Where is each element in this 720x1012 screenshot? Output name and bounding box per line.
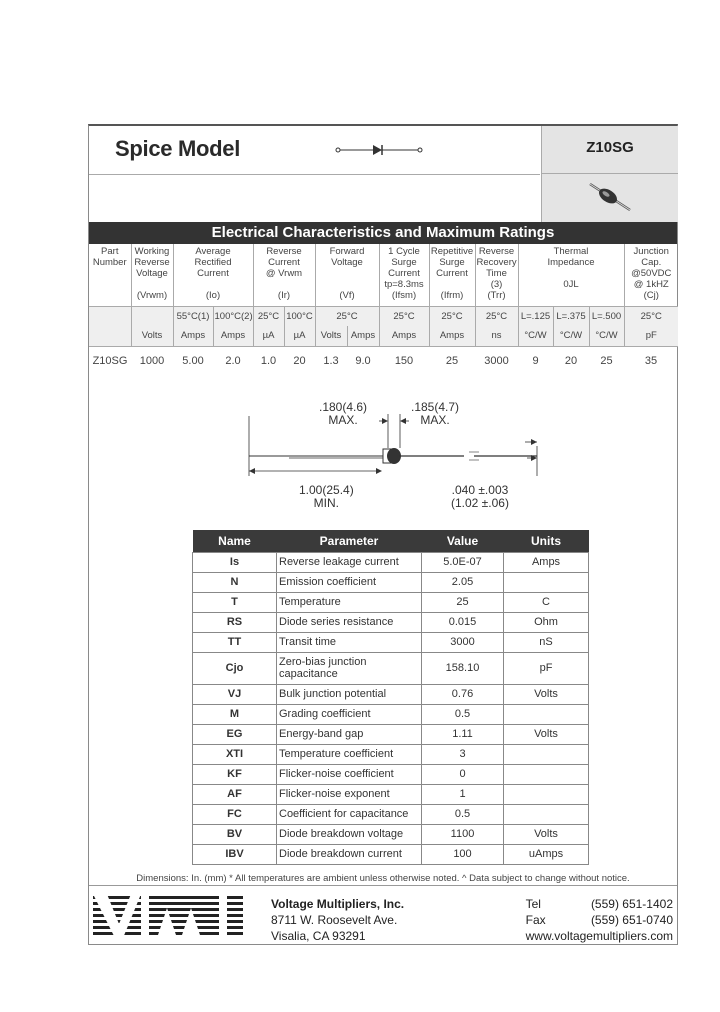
body-diameter-label: .185(4.7) MAX. (411, 400, 460, 427)
param-unit: Volts (504, 684, 589, 704)
param-unit (504, 572, 589, 592)
cell (131, 306, 173, 326)
table-row (193, 552, 589, 572)
cell: 25 (445, 354, 459, 367)
cell: 3000 (484, 354, 509, 367)
page-title: Spice Model (115, 136, 241, 161)
spice-parameters-table (192, 530, 589, 865)
table-row (193, 592, 589, 612)
cell (89, 306, 131, 326)
param-name: M (193, 704, 277, 724)
cell: µA (284, 326, 315, 346)
param-description: Zero-bias junction capacitance (277, 652, 422, 684)
cell: L=.500 (589, 306, 624, 326)
param-name: Is (193, 552, 277, 572)
param-description: Transit time (277, 632, 422, 652)
tel-number: (559) 651-1402 (590, 897, 673, 911)
street-address: 8711 W. Roosevelt Ave. (271, 913, 398, 927)
cell: Amps (173, 326, 213, 346)
param-name: RS (193, 612, 277, 632)
col-header: 1 Cycle Surge Current tp=8.3ms (Ifsm) (379, 244, 429, 306)
cell: 25°C (429, 306, 475, 326)
cell: Amps (429, 326, 475, 346)
param-description: Temperature coefficient (277, 744, 422, 764)
param-description: Emission coefficient (277, 572, 422, 592)
col-header: Reverse Current @ Vrwm (Ir) (253, 244, 315, 306)
param-name: VJ (193, 684, 277, 704)
param-value: 5.0E-07 (422, 552, 504, 572)
fax-number: (559) 651-0740 (590, 913, 673, 927)
col-header-value: Value (422, 530, 504, 552)
param-value: 0.5 (422, 704, 504, 724)
header-row (193, 530, 589, 552)
company-name: Voltage Multipliers, Inc. (271, 897, 405, 911)
param-description: Diode series resistance (277, 612, 422, 632)
param-unit: Volts (504, 824, 589, 844)
cell: Volts (131, 326, 173, 346)
fax-label: Fax (525, 913, 546, 927)
table-row (193, 824, 589, 844)
col-header: Junction Cap. @50VDC @ 1kHZ (Cj) (631, 246, 672, 301)
cell: 1.0 (260, 354, 277, 367)
param-unit: uAmps (504, 844, 589, 864)
units-row (89, 326, 678, 346)
param-name: Cjo (193, 652, 277, 684)
param-value: 0 (422, 764, 504, 784)
cell: L=.125 (518, 306, 553, 326)
cell: °C/W (518, 326, 553, 346)
param-name: TT (193, 632, 277, 652)
cell: °C/W (553, 326, 589, 346)
cell: 25 (600, 354, 613, 367)
param-value: 3000 (422, 632, 504, 652)
param-value: 1.11 (422, 724, 504, 744)
param-description: Energy-band gap (277, 724, 422, 744)
param-name: AF (193, 784, 277, 804)
param-unit (504, 704, 589, 724)
table-row (193, 612, 589, 632)
cell: 100°C(2) (213, 306, 253, 326)
part-number: Z10SG (586, 139, 634, 156)
param-name: XTI (193, 744, 277, 764)
conditions-row (89, 306, 678, 326)
param-unit: pF (504, 652, 589, 684)
cell: 25°C (640, 310, 662, 322)
footnote: Dimensions: In. (mm) * All temperatures are ambient unless otherwise noted. ^ Data subject to change without notice. (136, 873, 630, 884)
cell: 25°C (315, 306, 379, 326)
param-unit: Amps (504, 552, 589, 572)
param-value: 3 (422, 744, 504, 764)
param-unit (504, 764, 589, 784)
cell: pF (645, 330, 657, 342)
table-row (193, 632, 589, 652)
param-value: 1100 (422, 824, 504, 844)
cell: 5.00 (182, 354, 204, 367)
cell: Amps (347, 326, 379, 346)
col-header: Average Rectified Current (Io) (173, 244, 253, 306)
cell: 25°C (253, 306, 284, 326)
table-row (193, 744, 589, 764)
datasheet (88, 124, 678, 945)
cell: 25°C (475, 306, 518, 326)
header-divider (89, 174, 540, 175)
footer (89, 885, 677, 946)
param-name: IBV (193, 844, 277, 864)
cell: 25°C (379, 306, 429, 326)
cell: ns (475, 326, 518, 346)
cell: °C/W (589, 326, 624, 346)
lead-diameter-label: .040 ±.003 (1.02 ±.06) (451, 483, 509, 510)
cell: 9.0 (355, 354, 371, 367)
diode-symbol-icon (335, 142, 425, 158)
cell: L=.375 (553, 306, 589, 326)
cell: 1.3 (323, 354, 339, 367)
param-description: Diode breakdown current (277, 844, 422, 864)
cell: Amps (379, 326, 429, 346)
cell: Amps (213, 326, 253, 346)
param-description: Flicker-noise exponent (277, 784, 422, 804)
tel-label: Tel (525, 897, 541, 911)
table-row (193, 684, 589, 704)
col-header: Forward Voltage (Vf) (315, 244, 379, 306)
param-description: Coefficient for capacitance (277, 804, 422, 824)
param-value: 0.015 (422, 612, 504, 632)
param-description: Bulk junction potential (277, 684, 422, 704)
param-description: Temperature (277, 592, 422, 612)
param-unit: C (504, 592, 589, 612)
cell: 9 (532, 354, 539, 367)
table-row (193, 844, 589, 864)
param-unit: Ohm (504, 612, 589, 632)
param-value: 0.76 (422, 684, 504, 704)
section-band: Electrical Characteristics and Maximum Ratings (89, 222, 677, 244)
col-header: Part Number (89, 244, 131, 306)
param-value: 25 (422, 592, 504, 612)
cell: 100°C (284, 306, 315, 326)
body-length-label: .180(4.6) MAX. (319, 400, 368, 427)
dimension-drawing (229, 396, 549, 521)
table-row (193, 704, 589, 724)
param-name: EG (193, 724, 277, 744)
param-description: Reverse leakage current (277, 552, 422, 572)
cell: 20 (564, 354, 578, 367)
electrical-characteristics-table (89, 244, 678, 376)
col-header: Reverse Recovery Time (3) (Trr) (475, 244, 518, 306)
cell (89, 326, 131, 346)
header-row (89, 244, 678, 306)
col-header: Repetitive Surge Current (Ifrm) (429, 244, 475, 306)
param-description: Diode breakdown voltage (277, 824, 422, 844)
cell: Z10SG (92, 354, 128, 367)
param-name: T (193, 592, 277, 612)
param-value: 100 (422, 844, 504, 864)
param-name: N (193, 572, 277, 592)
cell: 150 (394, 354, 414, 367)
table-row (193, 804, 589, 824)
lead-length-label: 1.00(25.4) MIN. (299, 483, 354, 510)
param-value: 2.05 (422, 572, 504, 592)
col-header-parameter: Parameter (277, 530, 422, 552)
table-row (193, 572, 589, 592)
table-row (89, 346, 678, 376)
cell: Volts (315, 326, 347, 346)
cell: 35 (644, 354, 658, 367)
param-unit: Volts (504, 724, 589, 744)
table-row (193, 652, 589, 684)
table-row (193, 724, 589, 744)
param-name: BV (193, 824, 277, 844)
website-link[interactable]: www.voltagemultipliers.com (525, 929, 673, 943)
param-description: Grading coefficient (277, 704, 422, 724)
cell: 1000 (139, 354, 165, 367)
part-image-box (541, 174, 678, 222)
param-description: Flicker-noise coefficient (277, 764, 422, 784)
param-unit: nS (504, 632, 589, 652)
vmi-logo (93, 894, 253, 938)
cell: 55°C(1) (173, 306, 213, 326)
param-name: FC (193, 804, 277, 824)
cell: 2.0 (225, 354, 241, 367)
company-address (271, 896, 404, 944)
param-unit (504, 804, 589, 824)
city-address: Visalia, CA 93291 (271, 929, 366, 943)
col-header-name: Name (193, 530, 277, 552)
col-header: Thermal Impedance 0JL (518, 244, 624, 306)
param-value: 0.5 (422, 804, 504, 824)
param-unit (504, 744, 589, 764)
param-unit (504, 784, 589, 804)
table-row (193, 764, 589, 784)
contact-info (526, 896, 673, 944)
col-header-units: Units (504, 530, 589, 552)
part-number-box (541, 126, 678, 174)
cell: 20 (293, 354, 306, 367)
col-header: Working Reverse Voltage (Vrwm) (131, 244, 173, 306)
component-package-icon (542, 174, 679, 222)
table-row (193, 784, 589, 804)
param-name: KF (193, 764, 277, 784)
param-value: 158.10 (422, 652, 504, 684)
param-value: 1 (422, 784, 504, 804)
cell: µA (253, 326, 284, 346)
